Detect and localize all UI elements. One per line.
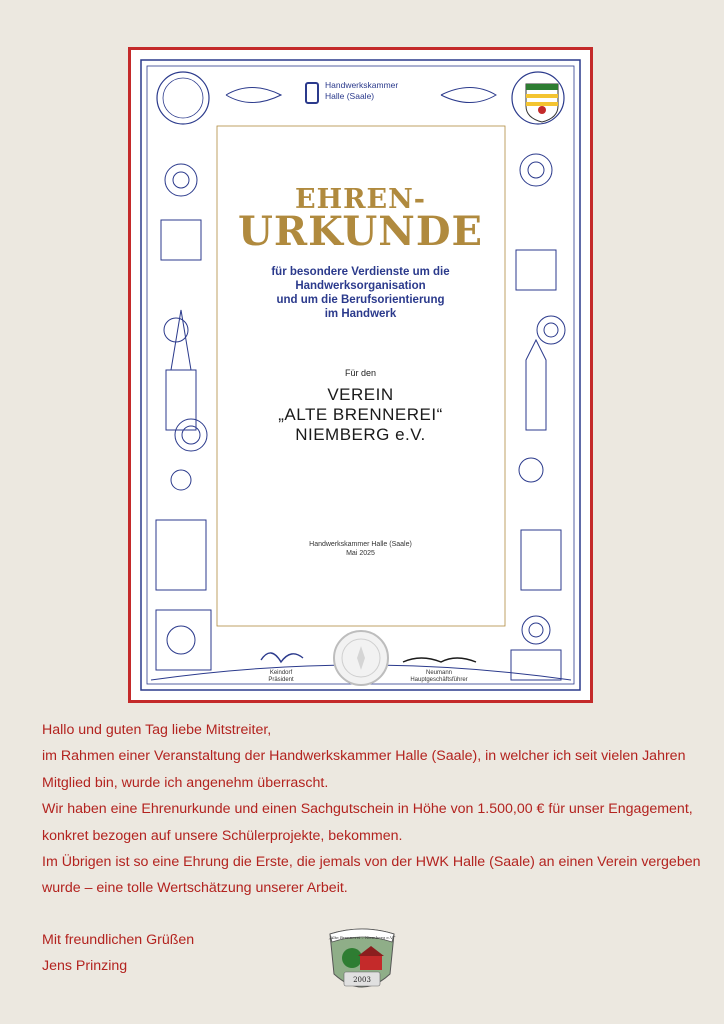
letter-paragraph: Wir haben eine Ehrenurkunde und einen Sachgutschein in Höhe von 1.500,00 € für unser Engagement, konkret bezogen auf unsere Schülerprojekte, bekommen. <box>42 801 693 844</box>
chamber-logo <box>305 80 425 110</box>
saxony-anhalt-coat-of-arms-icon <box>522 80 562 124</box>
author-name: Jens Prinzing <box>42 958 128 974</box>
letter-paragraph: Hallo und guten Tag liebe Mitstreiter, <box>42 722 272 738</box>
certificate-title-line1: EHREN- <box>295 184 426 215</box>
certificate <box>128 47 593 703</box>
club-year: 2003 <box>353 976 371 984</box>
issuer-line: Handwerkskammer Halle (Saale) Mai 2025 <box>309 541 412 557</box>
signature-right: Neumann Hauptgeschäftsführer <box>410 670 468 683</box>
letter-paragraph: Im Übrigen ist so eine Ehrung die Erste, die jemals von der HWK Halle (Saale) an einen Verein vergeben wurde – eine tolle Wertschätzung unserer Arbeit. <box>42 854 701 897</box>
certificate-subtitle: für besondere Verdienste um die Handwerksorganisation und um die Berufsorientierung im Handwerk <box>271 266 450 320</box>
letter-body <box>42 717 702 902</box>
recipient-name: VEREIN „ALTE BRENNEREI“ NIEMBERG e.V. <box>278 385 443 444</box>
closing-line: Mit freundlichen Grüßen <box>42 932 195 948</box>
letter-paragraph: im Rahmen einer Veranstaltung der Handwerkskammer Halle (Saale), in welcher ich seit vielen Jahren Mitglied bin, wurde ich angenehm überrascht. <box>42 748 686 791</box>
club-emblem-icon <box>322 922 402 1002</box>
signature-left: Keindorf Präsident <box>268 670 294 683</box>
club-banner-text: „Alte Brennerei – Niemberg e.V.“ <box>328 935 396 940</box>
certificate-title-line2: URKUNDE <box>237 208 484 255</box>
hwk-logo-icon <box>305 82 319 104</box>
letter-signoff <box>42 927 194 979</box>
for-label: Für den <box>344 368 377 378</box>
chamber-name: Handwerkskammer Halle (Saale) <box>325 80 399 101</box>
chamber-seal-icon <box>331 628 391 688</box>
